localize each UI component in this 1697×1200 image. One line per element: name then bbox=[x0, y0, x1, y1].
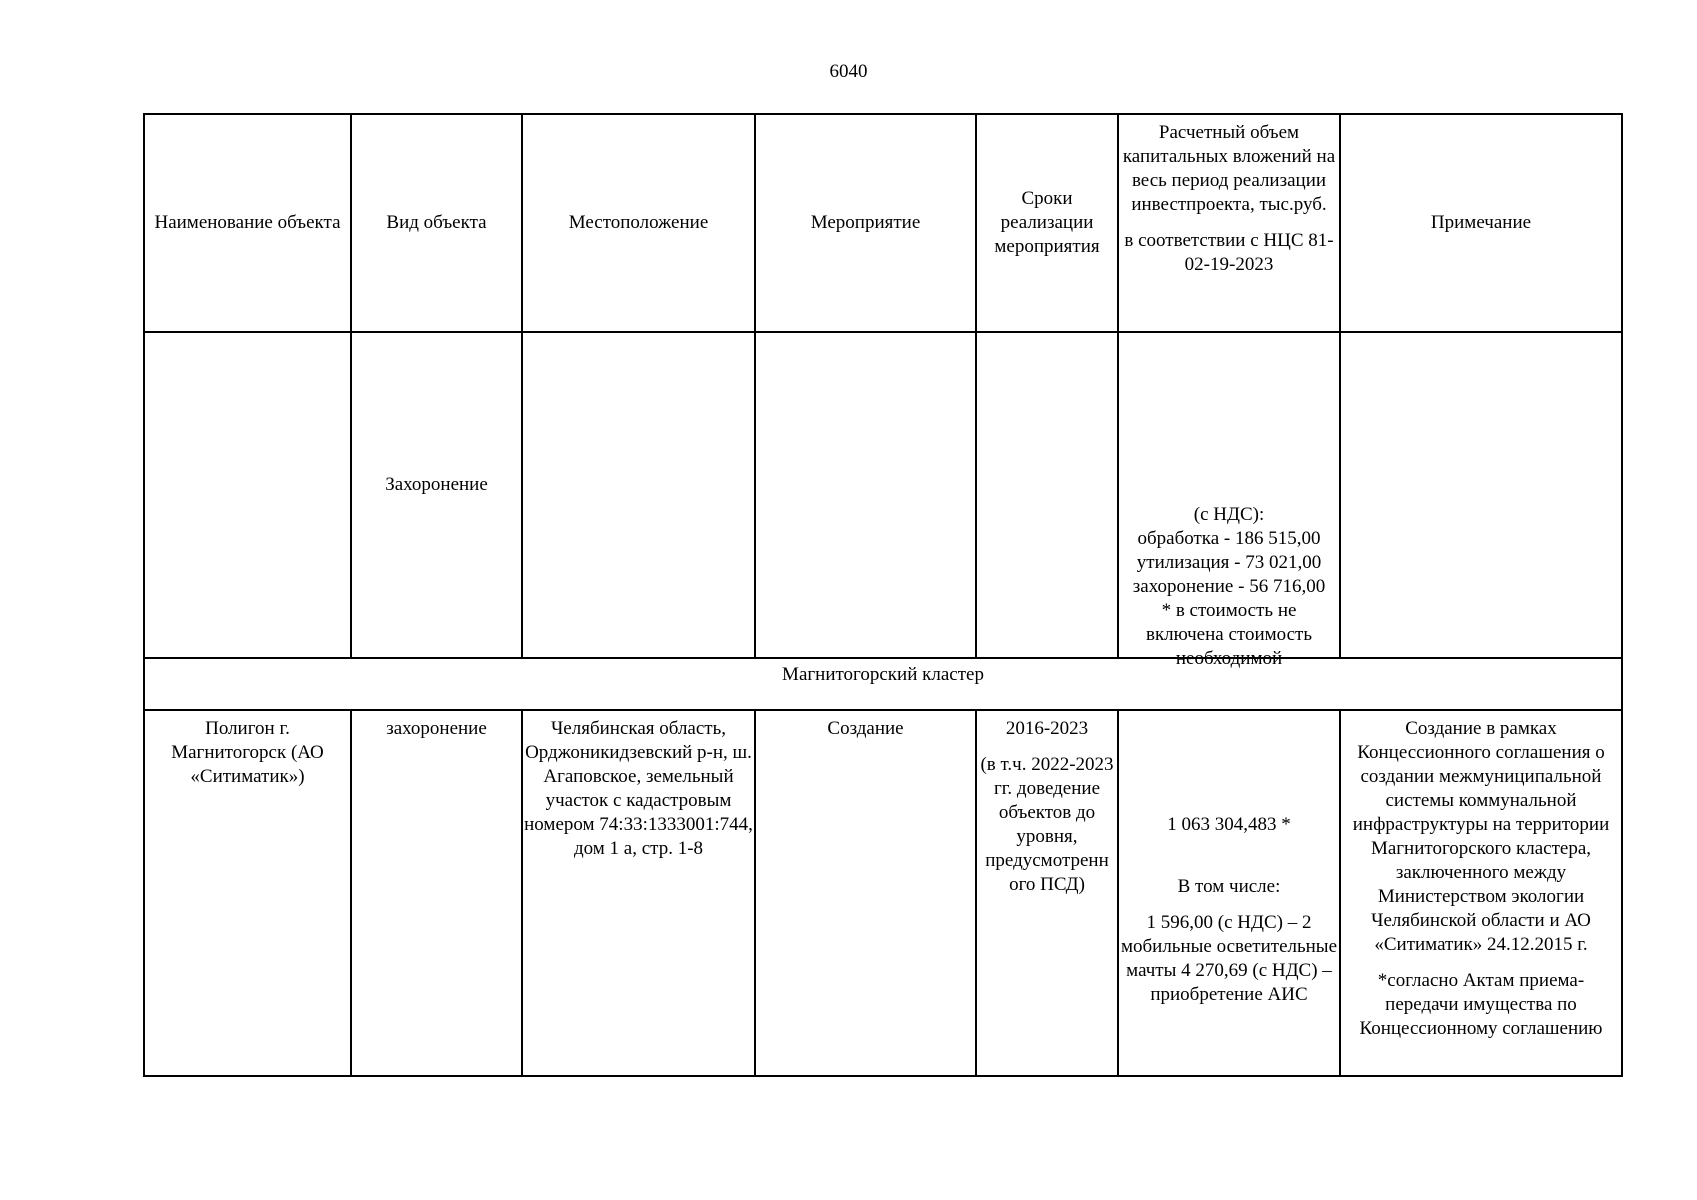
cont-cost-line: необходимой bbox=[1175, 648, 1283, 669]
cont-cost-line: (с НДС): bbox=[1193, 504, 1265, 525]
header-type bbox=[351, 114, 522, 332]
header-location-text: Местоположение bbox=[568, 212, 709, 233]
header-term bbox=[976, 114, 1118, 332]
cont-cell-cost bbox=[1118, 332, 1340, 669]
row-cost-detail: 1 596,00 (с НДС) – 2 мобильные осветительные мачты 4 270,69 (с НДС) – приобретение АИС bbox=[1120, 912, 1338, 1005]
cluster-title: Магнитогорский кластер bbox=[782, 664, 984, 685]
row-location-text: Челябинская область, Орджоникидзевский р-н, ш. Агаповское, земельный участок с кадастровым номером 74:33:1333001:744, дом 1 а, стр. 1-8 bbox=[524, 718, 753, 859]
cont-type-text: Захоронение bbox=[385, 474, 488, 495]
cont-cell-note bbox=[1340, 332, 1622, 658]
table-row-continued bbox=[144, 332, 1622, 658]
table-header-row bbox=[144, 114, 1622, 332]
row-cost-including: В том числе: bbox=[1177, 876, 1281, 897]
cont-cell-type bbox=[351, 332, 522, 658]
cont-cell-measure bbox=[755, 332, 976, 658]
header-term-text: Сроки реализации мероприятия bbox=[994, 188, 1100, 257]
header-cost-standard: в соответствии с НЦС 81-02-19-2023 bbox=[1124, 230, 1334, 275]
row-cost bbox=[1118, 710, 1340, 1076]
row-cost-main: 1 063 304,483 * bbox=[1167, 814, 1291, 835]
row-name bbox=[144, 710, 351, 1076]
header-measure-text: Мероприятие bbox=[810, 212, 921, 233]
row-term-years: 2016-2023 bbox=[1005, 718, 1089, 739]
row-type-text: захоронение bbox=[386, 718, 487, 739]
header-measure bbox=[755, 114, 976, 332]
cont-cost-line: обработка - 186 515,00 bbox=[1137, 528, 1321, 549]
cont-cell-term bbox=[976, 332, 1118, 658]
header-name-text: Наименование объекта bbox=[154, 212, 341, 233]
row-type bbox=[351, 710, 522, 1076]
row-note bbox=[1340, 710, 1622, 1076]
cluster-title-cell bbox=[144, 658, 1622, 710]
row-note-acts: *согласно Актам приема-передачи имущества по Концессионному соглашению bbox=[1359, 970, 1603, 1039]
header-cost bbox=[1118, 114, 1340, 332]
cluster-row bbox=[144, 658, 1622, 710]
cont-cost-line: * в стоимость не bbox=[1161, 600, 1297, 621]
row-note-text: Создание в рамках Концессионного соглашения о создании межмуниципальной системы коммунальной инфраструктуры на территории Магнитогорского кластера, заключенного между Министерством экологии Челябинской области и АО «Ситиматик» 24.12.2015 г. bbox=[1352, 718, 1610, 955]
cont-cell-location bbox=[522, 332, 755, 658]
cont-cost-lines bbox=[1119, 503, 1339, 671]
row-measure-text: Создание bbox=[827, 718, 904, 739]
row-measure bbox=[755, 710, 976, 1076]
header-note-text: Примечание bbox=[1430, 212, 1532, 233]
header-location bbox=[522, 114, 755, 332]
row-location bbox=[522, 710, 755, 1076]
page-number: 6040 bbox=[829, 61, 868, 82]
header-note bbox=[1340, 114, 1622, 332]
header-cost-text: Расчетный объем капитальных вложений на весь период реализации инвестпроекта, тыс.руб. bbox=[1122, 122, 1336, 215]
cont-cost-line: захоронение - 56 716,00 bbox=[1132, 576, 1326, 597]
table-row bbox=[144, 710, 1622, 1076]
cont-cost-line: утилизация - 73 021,00 bbox=[1136, 552, 1322, 573]
investment-table bbox=[143, 113, 1623, 1077]
row-term bbox=[976, 710, 1118, 1076]
cont-cell-name bbox=[144, 332, 351, 658]
header-name bbox=[144, 114, 351, 332]
header-type-text: Вид объекта bbox=[386, 212, 487, 233]
row-name-text: Полигон г. Магнитогорск (АО «Ситиматик») bbox=[171, 718, 324, 787]
row-term-detail: (в т.ч. 2022-2023 гг. доведение объектов до уровня, предусмотренн ого ПСД) bbox=[980, 754, 1114, 895]
cont-cost-line: включена стоимость bbox=[1145, 624, 1313, 645]
